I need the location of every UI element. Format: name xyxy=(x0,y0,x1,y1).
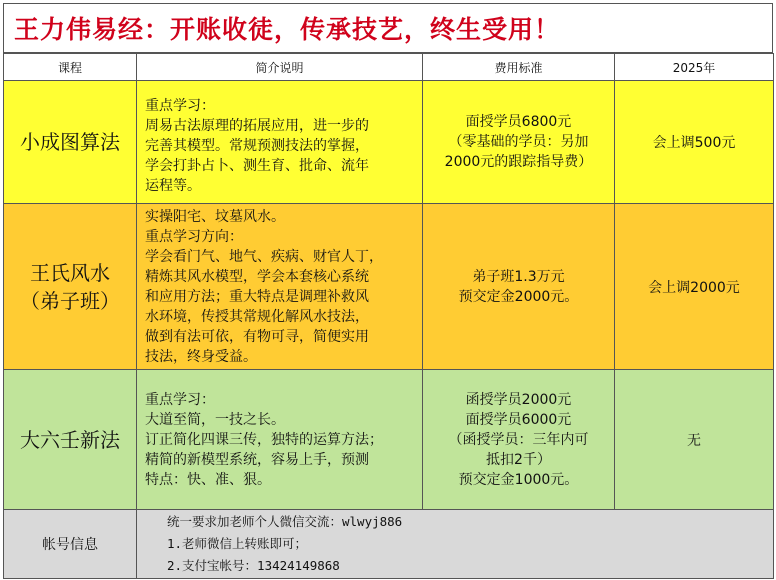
table-header-row xyxy=(4,54,774,81)
course-fee: 弟子班1.3万元 预交定金2000元。 xyxy=(423,204,615,370)
course-2025-change: 无 xyxy=(615,370,774,510)
course-table xyxy=(3,53,774,579)
account-line-transfer: 1.老师微信上转账即可； xyxy=(167,536,308,551)
header-fee: 费用标准 xyxy=(423,54,615,81)
course-fee: 面授学员6800元 （零基础的学员：另加 2000元的跟踪指导费） xyxy=(423,81,615,204)
course-fee: 函授学员2000元 面授学员6000元 （函授学员：三年内可 抵扣2千） 预交定金1000元。 xyxy=(423,370,615,510)
page-title: 王力伟易经：开账收徒，传承技艺，终生受用！ xyxy=(3,3,773,53)
course-2025-change: 会上调500元 xyxy=(615,81,774,204)
header-description: 简介说明 xyxy=(137,54,423,81)
course-description: 重点学习： 周易古法原理的拓展应用，进一步的 完善其模型。常规预测技法的掌握， 学会打卦占卜、测生育、批命、流年 运程等。 xyxy=(137,81,423,204)
table-row xyxy=(4,81,774,204)
course-description: 实操阳宅、坟墓风水。 重点学习方向： 学会看门气、地气、疾病、财官人丁， 精炼其风水模型，学会本套核心系统 和应用方法；重大特点是调理补救风 水环境，传授其常规化解风水技法， 做到有法可依，有物可寻，简便实用 技法，终身受益。 xyxy=(137,204,423,370)
course-2025-change: 会上调2000元 xyxy=(615,204,774,370)
account-label: 帐号信息 xyxy=(4,510,137,579)
course-name: 王氏风水 （弟子班） xyxy=(4,204,137,370)
table-row xyxy=(4,370,774,510)
account-line-alipay: 2.支付宝帐号：13424149868 xyxy=(167,558,340,573)
course-name: 小成图算法 xyxy=(4,81,137,204)
table-row xyxy=(4,204,774,370)
header-year: 2025年 xyxy=(615,54,774,81)
course-name: 大六壬新法 xyxy=(4,370,137,510)
account-row xyxy=(4,510,774,579)
course-description: 重点学习： 大道至简，一技之长。 订正简化四课三传，独特的运算方法； 精简的新模型系统，容易上手，预测 特点：快、准、狠。 xyxy=(137,370,423,510)
account-info xyxy=(137,510,774,579)
header-course: 课程 xyxy=(4,54,137,81)
account-line-wechat: 统一要求加老师个人微信交流：wlwyj886 xyxy=(167,514,403,529)
